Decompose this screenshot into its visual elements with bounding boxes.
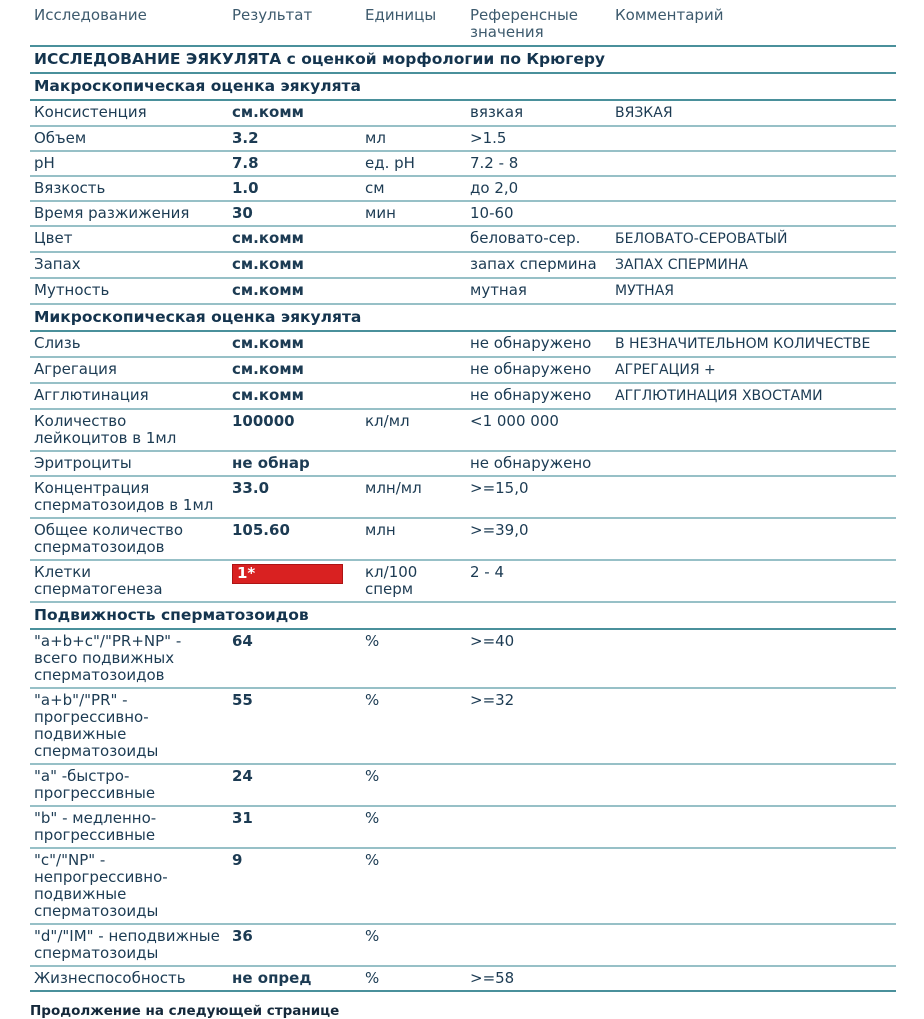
comment-value: ВЯЗКАЯ bbox=[615, 105, 673, 121]
reference-value bbox=[466, 807, 611, 813]
units-label: % bbox=[365, 632, 380, 650]
comment-value: ЗАПАХ СПЕРМИНА bbox=[615, 257, 748, 273]
comment-value bbox=[611, 967, 896, 974]
table-row bbox=[30, 807, 896, 849]
table-row bbox=[30, 410, 896, 452]
result-value: см.комм bbox=[232, 229, 304, 247]
units-label bbox=[361, 227, 466, 233]
section-header-row bbox=[30, 47, 896, 74]
result-value: не опред bbox=[232, 969, 312, 987]
result-cell bbox=[228, 227, 361, 250]
reference-value: беловато-сер. bbox=[470, 229, 581, 247]
result-value: 100000 bbox=[232, 412, 295, 430]
table-row bbox=[30, 925, 896, 967]
reference-value: не обнаружено bbox=[470, 386, 592, 404]
result-cell bbox=[228, 384, 361, 407]
reference-value: не обнаружено bbox=[470, 454, 592, 472]
comment-value bbox=[611, 127, 896, 134]
units-label: ед. pH bbox=[365, 154, 415, 172]
reference-value: не обнаружено bbox=[470, 334, 592, 352]
table-row bbox=[30, 849, 896, 925]
table-row bbox=[30, 279, 896, 305]
table-row bbox=[30, 384, 896, 410]
comment-value bbox=[611, 202, 896, 209]
reference-value: >=58 bbox=[470, 969, 515, 987]
result-value: 9 bbox=[232, 851, 243, 869]
analyte-name: "a+b"/"PR" - прогрессивно-подвижные сперматозоиды bbox=[34, 691, 159, 760]
analyte-name: Мутность bbox=[34, 281, 110, 299]
column-header-units: Единицы bbox=[365, 6, 437, 24]
reference-value: вязкая bbox=[470, 103, 524, 121]
result-cell bbox=[228, 477, 361, 500]
result-value: 64 bbox=[232, 632, 253, 650]
table-row bbox=[30, 477, 896, 519]
units-label: % bbox=[365, 691, 380, 709]
analyte-name: "c"/"NP" - непрогрессивно-подвижные сперматозоиды bbox=[34, 851, 168, 920]
table-row bbox=[30, 519, 896, 561]
results-table-body bbox=[30, 47, 896, 992]
result-cell bbox=[228, 358, 361, 381]
table-header-row bbox=[30, 2, 896, 47]
units-label: млн bbox=[365, 521, 396, 539]
analyte-name: Общее количество сперматозоидов bbox=[34, 521, 184, 556]
result-cell bbox=[228, 279, 361, 302]
section-title: Микроскопическая оценка эякулята bbox=[34, 308, 362, 326]
table-row bbox=[30, 152, 896, 177]
analyte-name: "a+b+c"/"PR+NP" - всего подвижных сперматозоидов bbox=[34, 632, 182, 684]
comment-value bbox=[611, 519, 896, 526]
units-label: мин bbox=[365, 204, 396, 222]
comment-value bbox=[611, 477, 896, 484]
analyte-name: Агрегация bbox=[34, 360, 117, 378]
units-label bbox=[361, 384, 466, 390]
result-cell bbox=[228, 967, 361, 990]
result-cell bbox=[228, 765, 361, 788]
section-title: ИССЛЕДОВАНИЕ ЭЯКУЛЯТА с оценкой морфологии по Крюгеру bbox=[34, 50, 606, 68]
reference-value bbox=[466, 925, 611, 931]
result-value: не обнар bbox=[232, 454, 310, 472]
units-label: млн/мл bbox=[365, 479, 422, 497]
comment-value bbox=[611, 177, 896, 184]
result-value: 1.0 bbox=[232, 179, 259, 197]
result-cell bbox=[228, 127, 361, 150]
result-value: см.комм bbox=[232, 281, 304, 299]
comment-value bbox=[611, 689, 896, 696]
reference-value: >1.5 bbox=[470, 129, 507, 147]
lab-results-table bbox=[30, 2, 896, 992]
analyte-name: Эритроциты bbox=[34, 454, 132, 472]
result-value: 3.2 bbox=[232, 129, 259, 147]
table-row bbox=[30, 765, 896, 807]
table-row bbox=[30, 253, 896, 279]
result-value: 30 bbox=[232, 204, 253, 222]
reference-value: >=39,0 bbox=[470, 521, 529, 539]
reference-value: мутная bbox=[470, 281, 527, 299]
analyte-name: "d"/"IM" - неподвижные сперматозоиды bbox=[34, 927, 220, 962]
table-row bbox=[30, 689, 896, 765]
result-cell bbox=[228, 253, 361, 276]
table-row bbox=[30, 177, 896, 202]
table-row bbox=[30, 358, 896, 384]
reference-value bbox=[466, 765, 611, 771]
section-title: Макроскопическая оценка эякулята bbox=[34, 77, 361, 95]
units-label bbox=[361, 101, 466, 107]
result-cell bbox=[228, 152, 361, 175]
section-header-row bbox=[30, 603, 896, 630]
reference-value: >=40 bbox=[470, 632, 515, 650]
table-row bbox=[30, 101, 896, 127]
result-cell bbox=[228, 519, 361, 542]
comment-value bbox=[611, 152, 896, 159]
result-value: 7.8 bbox=[232, 154, 259, 172]
comment-value: БЕЛОВАТО-СЕРОВАТЫЙ bbox=[615, 231, 788, 247]
analyte-name: Концентрация сперматозоидов в 1мл bbox=[34, 479, 214, 514]
table-row bbox=[30, 452, 896, 477]
analyte-name: Объем bbox=[34, 129, 87, 147]
comment-value bbox=[611, 807, 896, 814]
comment-value: АГРЕГАЦИЯ + bbox=[615, 362, 716, 378]
comment-value bbox=[611, 849, 896, 856]
column-header-comment: Комментарий bbox=[615, 6, 724, 24]
analyte-name: Клетки сперматогенеза bbox=[34, 563, 163, 598]
result-cell bbox=[228, 925, 361, 948]
page-footer-note: Продолжение на следующей странице bbox=[30, 1003, 340, 1019]
reference-value: не обнаружено bbox=[470, 360, 592, 378]
analyte-name: Слизь bbox=[34, 334, 81, 352]
reference-value: запах спермина bbox=[470, 255, 597, 273]
analyte-name: Жизнеспособность bbox=[34, 969, 186, 987]
analyte-name: Запах bbox=[34, 255, 81, 273]
analyte-name: Количество лейкоцитов в 1мл bbox=[34, 412, 177, 447]
comment-value bbox=[611, 630, 896, 637]
reference-value: до 2,0 bbox=[470, 179, 519, 197]
comment-value bbox=[611, 410, 896, 417]
result-value: см.комм bbox=[232, 360, 304, 378]
reference-value: <1 000 000 bbox=[470, 412, 559, 430]
units-label: % bbox=[365, 767, 380, 785]
units-label: кл/100 сперм bbox=[365, 563, 418, 598]
units-label: % bbox=[365, 969, 380, 987]
result-value: см.комм bbox=[232, 386, 304, 404]
result-cell bbox=[228, 332, 361, 355]
column-header-result: Результат bbox=[232, 6, 313, 24]
reference-value: >=15,0 bbox=[470, 479, 529, 497]
units-label: % bbox=[365, 927, 380, 945]
analyte-name: "b" - медленно-прогрессивные bbox=[34, 809, 157, 844]
column-header-reference: Референсные значения bbox=[470, 6, 579, 41]
units-label: мл bbox=[365, 129, 386, 147]
table-row bbox=[30, 967, 896, 992]
result-value: 24 bbox=[232, 767, 253, 785]
result-value: см.комм bbox=[232, 103, 304, 121]
comment-value: МУТНАЯ bbox=[615, 283, 674, 299]
units-label bbox=[361, 358, 466, 364]
result-highlight: 1* bbox=[232, 564, 343, 584]
table-row bbox=[30, 630, 896, 689]
table-row bbox=[30, 561, 896, 603]
units-label: см bbox=[365, 179, 385, 197]
result-cell bbox=[228, 452, 361, 475]
units-label bbox=[361, 279, 466, 285]
analyte-name: Агглютинация bbox=[34, 386, 149, 404]
reference-value: 2 - 4 bbox=[470, 563, 505, 581]
table-row bbox=[30, 202, 896, 227]
result-value: 36 bbox=[232, 927, 253, 945]
section-title: Подвижность сперматозоидов bbox=[34, 606, 309, 624]
result-cell bbox=[228, 849, 361, 872]
result-cell bbox=[228, 202, 361, 225]
result-cell bbox=[228, 689, 361, 712]
table-row bbox=[30, 227, 896, 253]
comment-value bbox=[611, 452, 896, 459]
reference-value: >=32 bbox=[470, 691, 515, 709]
table-row bbox=[30, 332, 896, 358]
analyte-name: Вязкость bbox=[34, 179, 106, 197]
reference-value bbox=[466, 849, 611, 855]
reference-value: 10-60 bbox=[470, 204, 514, 222]
result-cell bbox=[228, 177, 361, 200]
units-label bbox=[361, 332, 466, 338]
result-value: см.комм bbox=[232, 255, 304, 273]
analyte-name: pH bbox=[34, 154, 55, 172]
column-header-study: Исследование bbox=[34, 6, 147, 24]
units-label: % bbox=[365, 809, 380, 827]
result-value: 33.0 bbox=[232, 479, 270, 497]
analyte-name: Время разжижения bbox=[34, 204, 190, 222]
result-cell bbox=[228, 807, 361, 830]
units-label: кл/мл bbox=[365, 412, 410, 430]
comment-value bbox=[611, 765, 896, 772]
analyte-name: "a" -быстро-прогрессивные bbox=[34, 767, 156, 802]
result-value: 55 bbox=[232, 691, 253, 709]
result-cell bbox=[228, 630, 361, 653]
result-cell bbox=[228, 410, 361, 433]
units-label bbox=[361, 253, 466, 259]
units-label bbox=[361, 452, 466, 458]
result-value: 31 bbox=[232, 809, 253, 827]
comment-value bbox=[611, 925, 896, 932]
table-row bbox=[30, 127, 896, 152]
result-cell bbox=[228, 561, 361, 587]
comment-value: В НЕЗНАЧИТЕЛЬНОМ КОЛИЧЕСТВЕ bbox=[615, 336, 871, 352]
result-cell bbox=[228, 101, 361, 124]
comment-value: АГГЛЮТИНАЦИЯ ХВОСТАМИ bbox=[615, 388, 823, 404]
reference-value: 7.2 - 8 bbox=[470, 154, 519, 172]
section-header-row bbox=[30, 305, 896, 332]
result-value: см.комм bbox=[232, 334, 304, 352]
comment-value bbox=[611, 561, 896, 568]
units-label: % bbox=[365, 851, 380, 869]
analyte-name: Цвет bbox=[34, 229, 73, 247]
result-value: 105.60 bbox=[232, 521, 290, 539]
section-header-row bbox=[30, 74, 896, 101]
analyte-name: Консистенция bbox=[34, 103, 147, 121]
